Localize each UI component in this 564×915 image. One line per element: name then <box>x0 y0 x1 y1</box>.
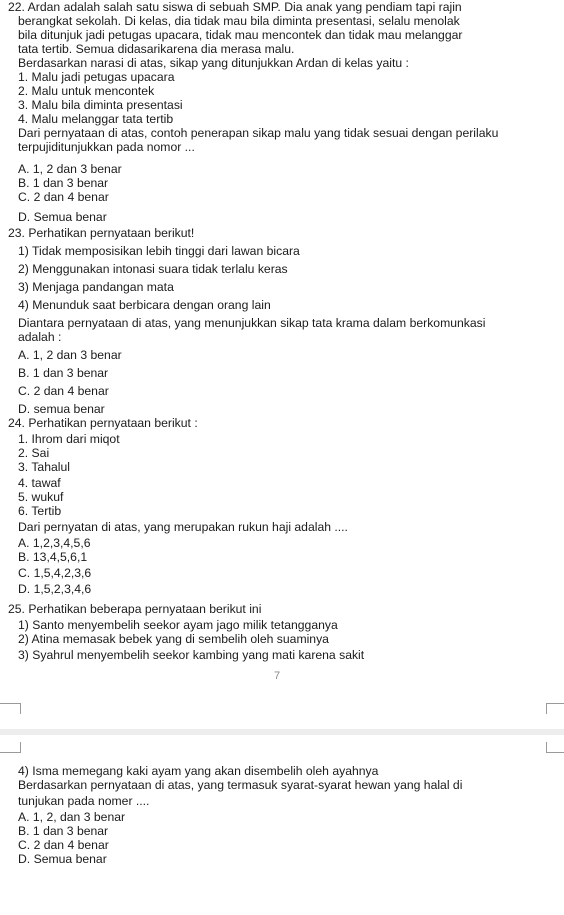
q23-statement-1: 1) Tidak memposisikan lebih tinggi dari lawan bicara <box>18 244 300 258</box>
q22-option-a: A. 1, 2 dan 3 benar <box>18 162 122 176</box>
q22-question-line-2: terpujiditunjukkan pada nomor ... <box>18 140 195 154</box>
q23-stem: 23. Perhatikan pernyataan berikut! <box>8 226 195 240</box>
q24-question: Dari pernyatan di atas, yang merupakan rukun haji adalah .... <box>18 520 348 534</box>
q23-option-d: D. semua benar <box>18 402 105 416</box>
q24-option-b: B. 13,4,5,6,1 <box>18 550 88 564</box>
q23-statement-3: 3) Menjaga pandangan mata <box>18 280 174 294</box>
q25-stem: 25. Perhatikan beberapa pernyataan berikut ini <box>8 602 262 616</box>
q25-question-line-2: tunjukan pada nomer .... <box>18 794 150 808</box>
q23-option-b: B. 1 dan 3 benar <box>18 366 109 380</box>
q25-statement-1: 1) Santo menyembelih seekor ayam jago milik tetangganya <box>18 618 338 632</box>
q24-stem: 24. Perhatikan pernyataan berikut : <box>8 416 198 430</box>
q25-option-c: C. 2 dan 4 benar <box>18 838 109 852</box>
q24-option-d: D. 1,5,2,3,4,6 <box>18 582 92 596</box>
page-separator <box>0 729 564 735</box>
q24-statement-6: 6. Tertib <box>18 504 62 518</box>
q25-statement-3: 3) Syahrul menyembelih seekor kambing yang mati karena sakit <box>18 648 365 662</box>
q22-statement-1: 1. Malu jadi petugas upacara <box>18 70 175 84</box>
crop-mark-top-left <box>0 703 21 714</box>
page-number: 7 <box>274 670 281 682</box>
q24-option-c: C. 1,5,4,2,3,6 <box>18 566 92 580</box>
q23-option-a: A. 1, 2 dan 3 benar <box>18 348 122 362</box>
q25-question-line-1: Berdasarkan pernyataan di atas, yang termasuk syarat-syarat hewan yang halal di <box>18 778 463 792</box>
q25-statement-2: 2) Atina memasak bebek yang di sembelih oleh suaminya <box>18 632 329 646</box>
q22-statement-3: 3. Malu bila diminta presentasi <box>18 98 183 112</box>
q22-option-b: B. 1 dan 3 benar <box>18 176 109 190</box>
q22-stem-line-5: Berdasarkan narasi di atas, sikap yang ditunjukkan Ardan di kelas yaitu : <box>18 56 409 70</box>
q24-statement-3: 3. Tahalul <box>18 460 70 474</box>
q22-stem-line-3: bila ditunjuk jadi petugas upacara, tidak mau mencontek dan tidak mau melanggar <box>18 28 463 42</box>
q23-question-line-2: adalah : <box>18 330 62 344</box>
crop-mark-top-right <box>546 703 564 714</box>
q24-statement-4: 4. tawaf <box>18 476 61 490</box>
q23-statement-4: 4) Menunduk saat berbicara dengan orang lain <box>18 298 271 312</box>
q25-option-a: A. 1, 2, dan 3 benar <box>18 810 126 824</box>
q23-option-c: C. 2 dan 4 benar <box>18 384 109 398</box>
q23-question-line-1: Diantara pernyataan di atas, yang menunjukkan sikap tata krama dalam berkomunkasi <box>18 316 486 330</box>
q23-statement-2: 2) Menggunakan intonasi suara tidak terlalu keras <box>18 262 288 276</box>
q22-option-d: D. Semua benar <box>18 210 107 224</box>
q22-statement-2: 2. Malu untuk mencontek <box>18 84 155 98</box>
q25-option-b: B. 1 dan 3 benar <box>18 824 109 838</box>
q25-statement-4: 4) Isma memegang kaki ayam yang akan disembelih oleh ayahnya <box>18 764 379 778</box>
q24-statement-1: 1. Ihrom dari miqot <box>18 432 120 446</box>
crop-mark-bottom-left <box>0 742 21 753</box>
q24-statement-5: 5. wukuf <box>18 490 64 504</box>
q22-stem-line-1: 22. Ardan adalah salah satu siswa di sebuah SMP. Dia anak yang pendiam tapi rajin <box>8 0 462 14</box>
q22-question-line-1: Dari pernyataan di atas, contoh penerapan sikap malu yang tidak sesuai dengan perilaku <box>18 126 499 140</box>
q24-statement-2: 2. Sai <box>18 446 50 460</box>
q22-stem-line-2: berangkat sekolah. Di kelas, dia tidak mau bila diminta presentasi, selalu menolak <box>18 14 460 28</box>
q25-option-d: D. Semua benar <box>18 852 107 866</box>
q22-statement-4: 4. Malu melanggar tata tertib <box>18 112 174 126</box>
crop-mark-bottom-right <box>546 742 564 753</box>
q22-option-c: C. 2 dan 4 benar <box>18 190 109 204</box>
q24-option-a: A. 1,2,3,4,5,6 <box>18 536 91 550</box>
q22-stem-line-4: tata tertib. Semua didasarikarena dia merasa malu. <box>18 42 295 56</box>
